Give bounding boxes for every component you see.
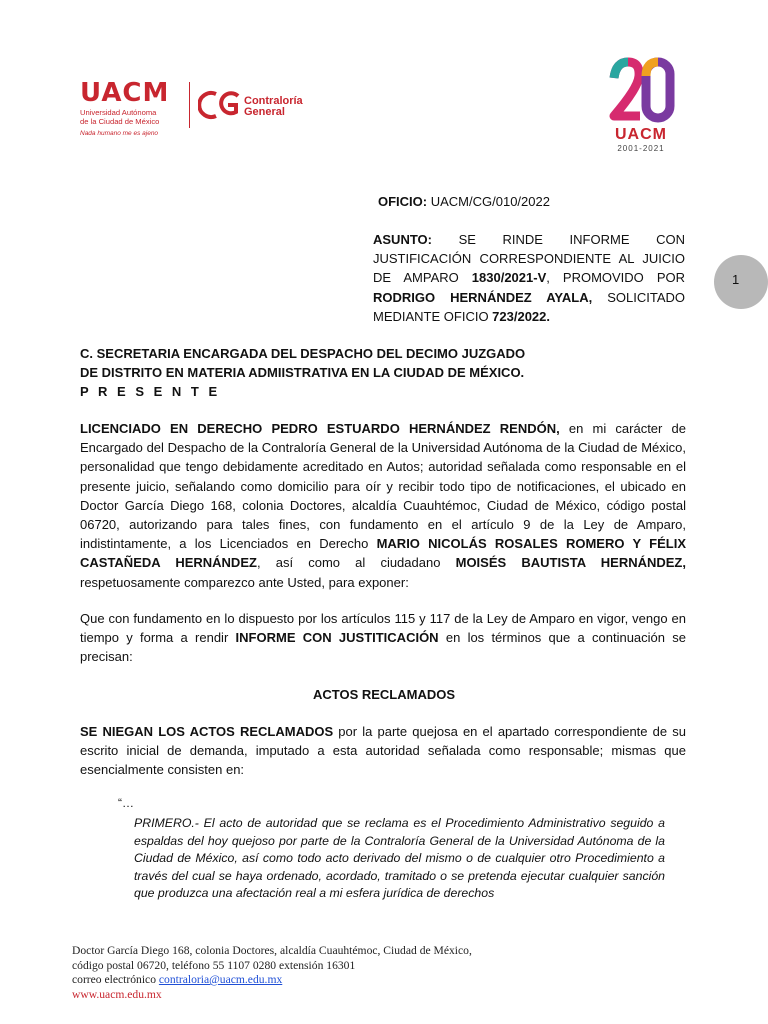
footer-website-link[interactable]: www.uacm.edu.mx: [72, 987, 162, 1001]
asunto-text-c: SOLICITADO MEDIANTE OFICIO: [373, 289, 685, 324]
asunto-amparo-number: 1830/2021-V: [471, 270, 547, 286]
contraloria-logo-line2: General: [244, 106, 285, 118]
anniversary-logo-name: UACM: [615, 126, 667, 143]
paragraph-2: [80, 609, 686, 667]
p2-text-b: en los términos que a continuación se precisan:: [80, 630, 686, 665]
p1-names-d: MOISÉS BAUTISTA HERNÁNDEZ,: [455, 555, 686, 571]
p1-names-b: MARIO NICOLÁS ROSALES ROMERO Y FÉLIX CASTAÑEDA HERNÁNDEZ: [80, 536, 686, 571]
addressee-block: [80, 344, 550, 382]
asunto-block: [373, 230, 685, 326]
p1-text-a: en mi carácter de Encargado del Despacho de la Contraloría General de la Universidad Autónoma de la Ciudad de México, personalidad que tengo debidamente acreditado en Autos; autoridad señalada como responsable en el presente juicio, señalando como domicilio para oír y recibir todo tipo de notificaciones, el ubicado en Doctor García Diego 168, colonia Doctores, alcaldía Cuauhtémoc, Ciudad de México, código postal 06720, autorizando para tales fines, con fundamento en el artículo 9 de la Ley de Amparo, indistintamente, a los Licenciados en Derecho: [80, 421, 686, 552]
uacm-logo-motto: Nada humano me es ajeno: [80, 130, 159, 137]
oficio-label: OFICIO:: [378, 194, 428, 209]
asunto-oficio-ref: 723/2022.: [492, 308, 551, 324]
paragraph-1: [80, 419, 686, 592]
p1-text-c: , así como al ciudadano: [256, 555, 456, 571]
paragraph-3: [80, 722, 686, 780]
uacm-logo-wordmark: UACM: [80, 78, 170, 108]
p3-bold: SE NIEGAN LOS ACTOS RECLAMADOS: [80, 724, 334, 739]
page-number-badge: [714, 255, 768, 309]
contraloria-logo-line1: Contraloría: [244, 95, 303, 107]
footer-email-line: [72, 973, 472, 988]
footer: [72, 944, 472, 1002]
asunto-promovente: RODRIGO HERNÁNDEZ AYALA,: [373, 289, 593, 305]
footer-email-link[interactable]: contraloria@uacm.edu.mx: [158, 973, 283, 986]
uacm-logo-subtitle-2: de la Ciudad de México: [80, 117, 160, 126]
anniversary-20-logo: [606, 56, 676, 156]
presente-heading: P R E S E N T E: [80, 384, 221, 399]
footer-address-line1: Doctor García Diego 168, colonia Doctores, alcaldía Cuauhtémoc, Ciudad de México,: [72, 944, 472, 957]
footer-address-line2: código postal 06720, teléfono 55 1107 0280 extensión 16301: [72, 958, 356, 972]
quote-open-mark: “…: [118, 796, 134, 810]
oficio-line: [378, 192, 550, 211]
page-number: 1: [732, 272, 740, 287]
anniversary-20-icon: [606, 56, 676, 126]
p2-bold: INFORME CON JUSTITICACIÓN: [235, 630, 439, 646]
oficio-value: UACM/CG/010/2022: [430, 194, 550, 209]
addressee-line2: DE DISTRITO EN MATERIA ADMIISTRATIVA EN LA CIUDAD DE MÉXICO.: [80, 365, 525, 381]
contraloria-mark-icon: [198, 88, 242, 122]
anniversary-logo-years: 2001-2021: [617, 144, 665, 153]
uacm-logo-subtitle-1: Universidad Autónoma: [80, 108, 157, 117]
quote-block: PRIMERO.- El acto de autoridad que se reclama es el Procedimiento Administrativo seguido a espaldas del hoy quejoso por parte de la Contraloría General de la Universidad Autónoma de la Ciudad de México, así como todo acto derivado del mismo o de cualquier otro Procedimiento a través del cual se haya ordenado, acordado, tramitado o se pretenda ejecutar cualquier sanción que produzca una afectación real a mi esfera jurídica de derechos: [134, 816, 665, 900]
addressee-line1: C. SECRETARIA ENCARGADA DEL DESPACHO DEL DECIMO JUZGADO: [80, 346, 526, 361]
p3-text: por la parte quejosa en el apartado correspondiente de su escrito inicial de demanda, imputado a esta autoridad señalada como responsable; mismas que esencialmente consisten en:: [80, 724, 686, 778]
asunto-text-b: , PROMOVIDO POR: [546, 270, 685, 286]
p1-text-e: respetuosamente comparezco ante Usted, para exponer:: [80, 574, 409, 590]
logo-divider: [189, 82, 190, 128]
p2-text-a: Que con fundamento en lo dispuesto por los artículos 115 y 117 de la Ley de Amparo en vigor, vengo en tiempo y forma a rendir: [80, 611, 686, 646]
asunto-text-a: SE RINDE INFORME CON JUSTIFICACIÓN CORRESPONDIENTE AL JUICIO DE AMPARO: [373, 232, 685, 286]
section-heading: ACTOS RECLAMADOS: [312, 687, 456, 702]
p1-name: LICENCIADO EN DERECHO PEDRO ESTUARDO HERNÁNDEZ RENDÓN,: [80, 421, 560, 436]
asunto-label: ASUNTO:: [373, 232, 432, 247]
footer-email-label: correo electrónico: [72, 973, 159, 986]
contraloria-logo: [198, 88, 318, 128]
uacm-logo: [80, 80, 180, 137]
